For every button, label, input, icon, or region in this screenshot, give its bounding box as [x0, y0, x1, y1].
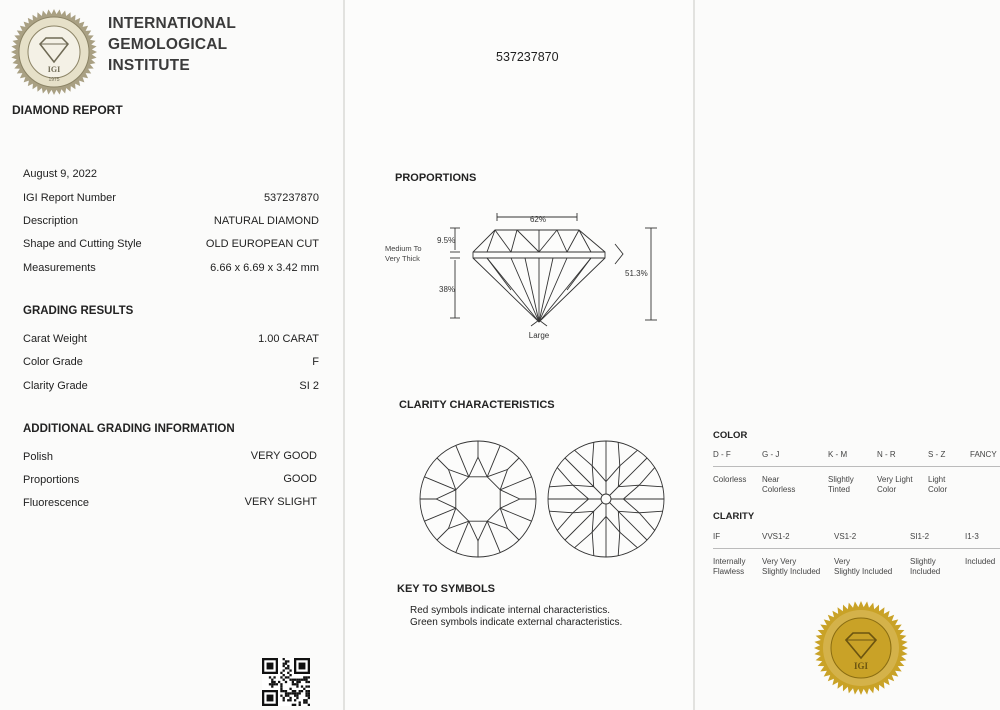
seal-monogram: IGI [47, 65, 61, 74]
color-scale-title: COLOR [713, 430, 748, 441]
color-grade: K - M [828, 450, 848, 459]
color-desc: Slightly Tinted [828, 475, 854, 494]
org-name-line-2: GEMOLOGICAL [108, 36, 228, 53]
igi-seal-logo [10, 8, 98, 96]
scale-divider [713, 548, 1000, 549]
clarity-grade: VVS1-2 [762, 532, 790, 541]
scale-divider [713, 466, 1000, 467]
grading-label: Color Grade [23, 356, 83, 368]
grading-value: F [312, 356, 319, 368]
additional-label: Proportions [23, 474, 80, 486]
detail-label: Measurements [23, 262, 96, 274]
clarity-plot-crown [415, 436, 541, 562]
key-line-internal: Red symbols indicate internal characteristics. [410, 605, 611, 616]
girdle-label [385, 244, 422, 264]
gold-seal-monogram: IGI [853, 661, 869, 671]
org-name-line-1: INTERNATIONAL [108, 15, 237, 32]
additional-label: Polish [23, 451, 53, 463]
detail-label: Description [23, 215, 79, 227]
additional-grading-title: ADDITIONAL GRADING INFORMATION [23, 423, 235, 435]
clarity-grade: SI1-2 [910, 532, 930, 541]
report-title: DIAMOND REPORT [12, 103, 123, 117]
pavilion-percent: 38% [439, 285, 456, 294]
report-panel-left [0, 0, 343, 710]
additional-value: VERY SLIGHT [244, 496, 317, 508]
key-to-symbols-title: KEY TO SYMBOLS [397, 583, 496, 595]
color-desc: Light Color [928, 475, 948, 494]
gold-seal-icon [813, 600, 909, 696]
grading-results-title: GRADING RESULTS [23, 305, 134, 317]
color-grade: N - R [877, 450, 896, 459]
crown-percent: 9.5% [437, 236, 456, 245]
girdle-line-1: Medium To [385, 244, 422, 253]
additional-value: VERY GOOD [250, 450, 317, 462]
table-percent: 62% [529, 215, 547, 224]
detail-label: IGI Report Number [23, 192, 116, 204]
detail-value: 537237870 [263, 192, 319, 204]
clarity-desc: Internally Flawless [713, 557, 746, 576]
color-grade: G - J [762, 450, 780, 459]
color-grade: FANCY [970, 450, 997, 459]
detail-value: NATURAL DIAMOND [213, 215, 319, 227]
color-grade: S - Z [928, 450, 946, 459]
organization-name [108, 13, 236, 76]
clarity-grade: I1-3 [965, 532, 979, 541]
clarity-characteristics-title: CLARITY CHARACTERISTICS [399, 399, 555, 411]
depth-percent: 51.3% [625, 269, 648, 278]
color-desc: Near Colorless [762, 475, 796, 494]
clarity-desc: Included [965, 557, 996, 566]
clarity-desc: Very Slightly Included [834, 557, 893, 576]
clarity-scale-title: CLARITY [713, 511, 755, 522]
proportions-title: PROPORTIONS [395, 172, 477, 184]
detail-label: Shape and Cutting Style [23, 238, 142, 250]
clarity-grade: IF [713, 532, 721, 541]
detail-value: OLD EUROPEAN CUT [205, 238, 319, 250]
color-desc: Very Light Color [877, 475, 913, 494]
clarity-plot-pavilion [543, 436, 669, 562]
girdle-line-2: Very Thick [385, 254, 420, 263]
report-date: August 9, 2022 [23, 168, 98, 180]
proportions-diagram [435, 210, 665, 340]
report-panel-right [695, 0, 1000, 710]
grading-label: Carat Weight [23, 333, 87, 345]
seal-year: 1975 [48, 77, 60, 83]
clarity-grade: VS1-2 [834, 532, 857, 541]
culet-label: Large [528, 331, 550, 340]
grading-value: 1.00 CARAT [258, 333, 319, 345]
org-name-line-3: INSTITUTE [108, 57, 190, 74]
additional-label: Fluorescence [23, 497, 90, 509]
grading-value: SI 2 [299, 380, 319, 392]
report-panel-middle [345, 0, 693, 710]
clarity-desc: Very Very Slightly Included [762, 557, 821, 576]
qr-code[interactable] [262, 658, 310, 706]
detail-value: 6.66 x 6.69 x 3.42 mm [210, 262, 319, 274]
grading-label: Clarity Grade [23, 380, 88, 392]
key-line-external: Green symbols indicate external characteristics. [410, 617, 623, 628]
report-number: 537237870 [496, 50, 559, 64]
color-desc: Colorless [713, 475, 747, 484]
clarity-desc: Slightly Included [910, 557, 941, 576]
additional-value: GOOD [283, 473, 317, 485]
color-grade: D - F [713, 450, 731, 459]
